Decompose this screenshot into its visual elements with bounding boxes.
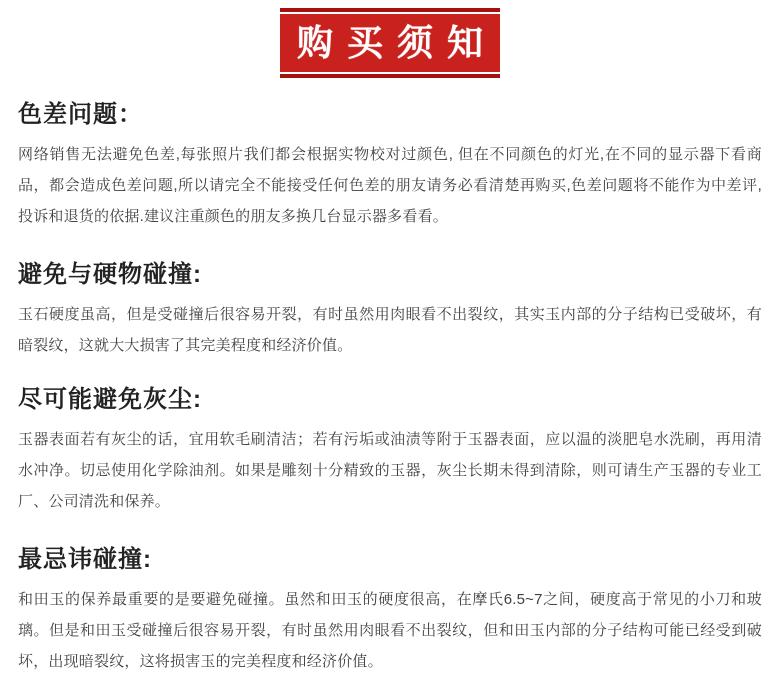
section-heading-most-taboo-collision: 最忌讳碰撞: bbox=[18, 546, 152, 573]
section-body-avoid-dust: 玉器表面若有灰尘的话，宜用软毛刷清洁；若有污垢或油渍等附于玉器表面，应以温的淡肥皂水洗刷，再用清水冲净。切忌使用化学除油剂。如果是雕刻十分精致的玉器，灰尘长期未得到清除，则可请生产玉器的专业工厂、公司清洗和保养。 bbox=[18, 431, 762, 510]
section-body-color-difference: 网络销售无法避免色差,每张照片我们都会根据实物校对过颜色, 但在不同颜色的灯光,在不同的显示器下看商品，都会造成色差问题,所以请完全不能接受任何色差的朋友请务必看清楚再购买,色差问题将不能作为中差评, 投诉和退货的依据.建议注重颜色的朋友多换几台显示器多看看。 bbox=[18, 146, 762, 225]
notice-content bbox=[0, 100, 780, 677]
purchase-notice-page bbox=[0, 8, 780, 697]
section-heading-avoid-dust: 尽可能避免灰尘: bbox=[18, 386, 202, 413]
section-heading-color-difference: 色差问题： bbox=[18, 101, 143, 128]
purchase-notice-banner bbox=[280, 8, 500, 78]
section-most-taboo-collision bbox=[18, 545, 762, 677]
section-body-avoid-hard-collision: 玉石硬度虽高，但是受碰撞后很容易开裂，有时虽然用肉眼看不出裂纹，其实玉内部的分子结构已受破坏，有暗裂纹，这就大大损害了其完美程度和经济价值。 bbox=[18, 306, 762, 354]
section-avoid-dust bbox=[18, 385, 762, 517]
banner-title: 购买须知 bbox=[296, 22, 497, 63]
section-avoid-hard-collision bbox=[18, 260, 762, 361]
section-body-most-taboo-collision: 和田玉的保养最重要的是要避免碰撞。虽然和田玉的硬度很高，在摩氏6.5~7之间，硬度高于常见的小刀和玻璃。但是和田玉受碰撞后很容易开裂，有时虽然用肉眼看不出裂纹，但和田玉内部的分子结构可能已经受到破坏，出现暗裂纹，这将损害玉的完美程度和经济价值。 bbox=[18, 591, 762, 670]
section-color-difference bbox=[18, 100, 762, 232]
section-heading-avoid-hard-collision: 避免与硬物碰撞: bbox=[18, 261, 202, 288]
